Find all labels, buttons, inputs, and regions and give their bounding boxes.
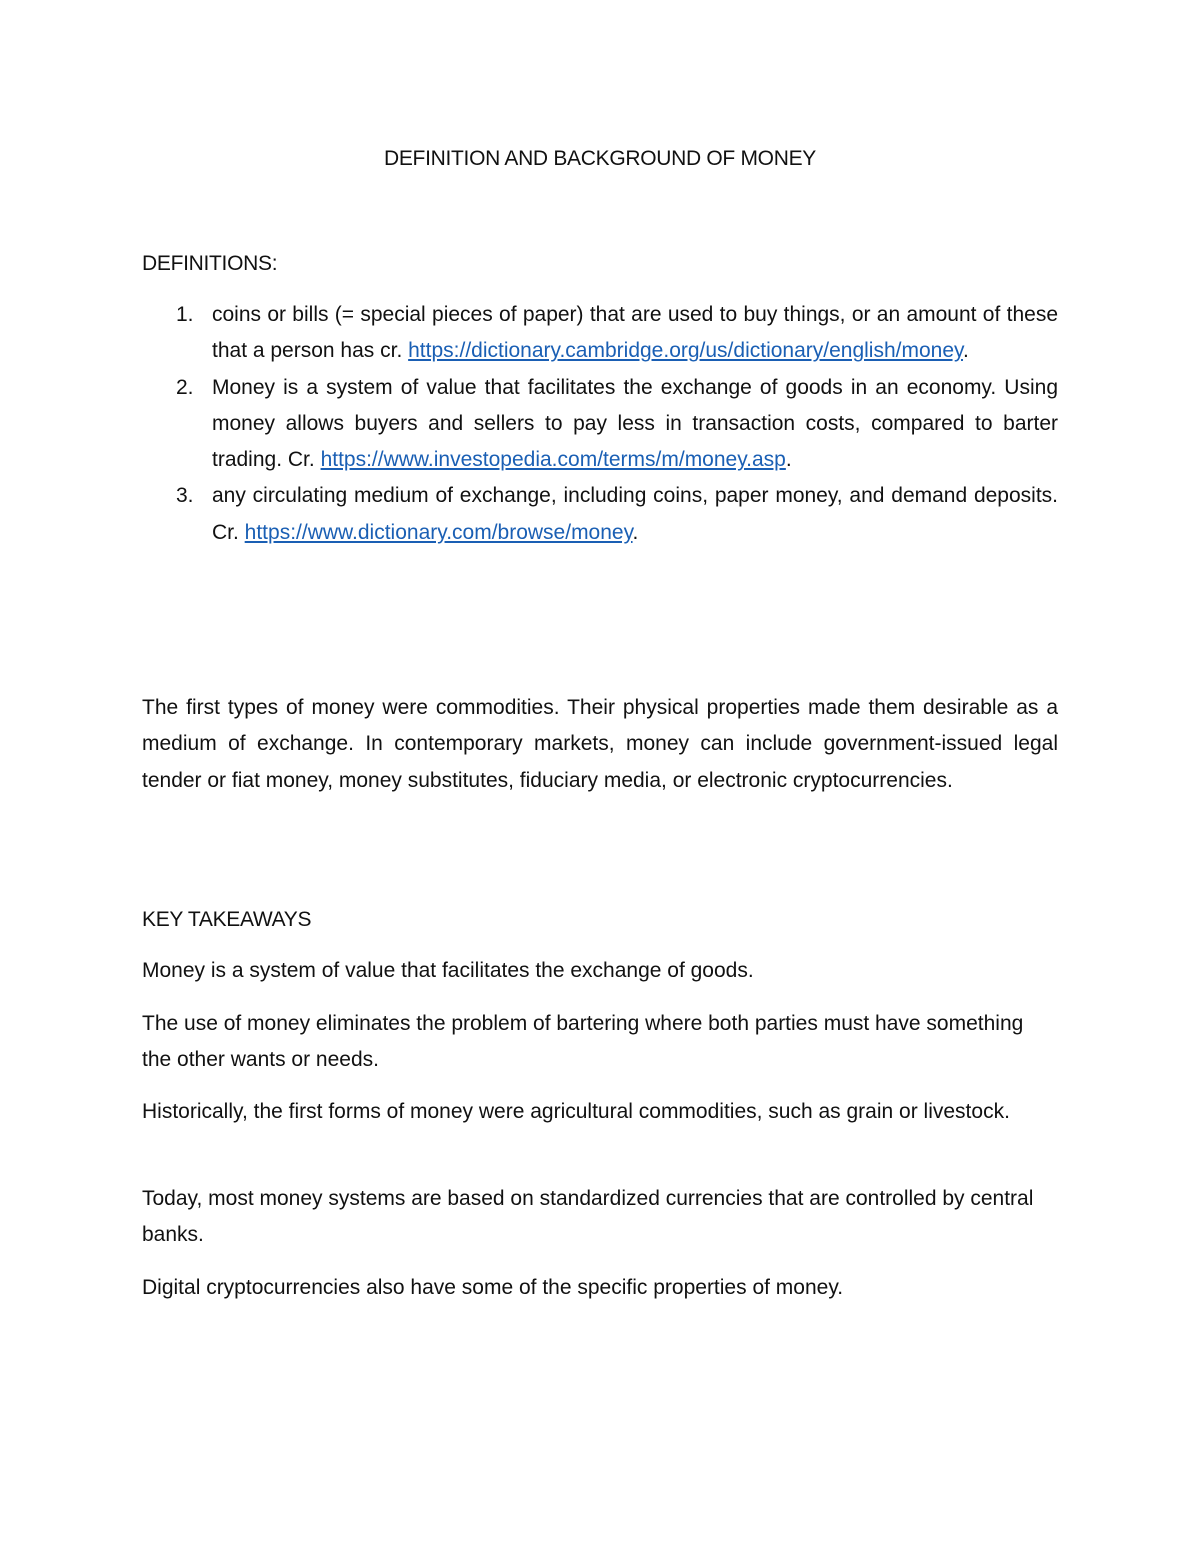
definition-punctuation: . (962, 339, 969, 363)
document-title: DEFINITION AND BACKGROUND OF MONEY (383, 147, 816, 170)
background-paragraph: The first types of money were commodities. Their physical properties made them desirable as a medium of exchange. In contemporary markets, money can include government-issued legal tender or fiat money, money substitutes, fiduciary media, or electronic cryptocurrencies. (142, 696, 1058, 792)
definition-number: 2. (176, 375, 194, 399)
definitions-list (142, 297, 1058, 551)
definitions-heading: DEFINITIONS: (142, 252, 278, 275)
definition-text: any circulating medium of exchange, including coins, paper money, and demand deposits. Cr. (212, 484, 1058, 544)
definition-item (142, 297, 1058, 370)
key-takeaway-item: Today, most money systems are based on standardized currencies that are controlled by central banks. (142, 1187, 1034, 1247)
definition-source-link[interactable]: https://www.investopedia.com/terms/m/money.asp (320, 448, 786, 472)
definition-item (142, 478, 1058, 551)
key-takeaway-item: The use of money eliminates the problem of bartering where both parties must have something the other wants or needs. (142, 1012, 1024, 1072)
definition-text: coins or bills (= special pieces of paper) that are used to buy things, or an amount of these that a person has cr. (212, 303, 1058, 363)
definition-item (142, 370, 1058, 479)
definition-source-link[interactable]: https://www.dictionary.com/browse/money (244, 520, 633, 544)
key-takeaways-heading: KEY TAKEAWAYS (142, 908, 312, 931)
definition-text: Money is a system of value that facilitates the exchange of goods in an economy. Using money allows buyers and sellers to pay less in transaction costs, compared to barter trading. Cr. (212, 375, 1058, 472)
definition-number: 1. (176, 303, 194, 326)
definition-number: 3. (176, 484, 194, 508)
key-takeaway-item: Digital cryptocurrencies also have some of the specific properties of money. (142, 1276, 844, 1299)
definition-punctuation: . (785, 448, 792, 472)
definition-punctuation: . (632, 520, 639, 544)
key-takeaway-item: Historically, the first forms of money were agricultural commodities, such as grain or livestock. (142, 1100, 1010, 1123)
key-takeaway-item: Money is a system of value that facilitates the exchange of goods. (142, 959, 754, 982)
definition-source-link[interactable]: https://dictionary.cambridge.org/us/dictionary/english/money (408, 339, 963, 363)
